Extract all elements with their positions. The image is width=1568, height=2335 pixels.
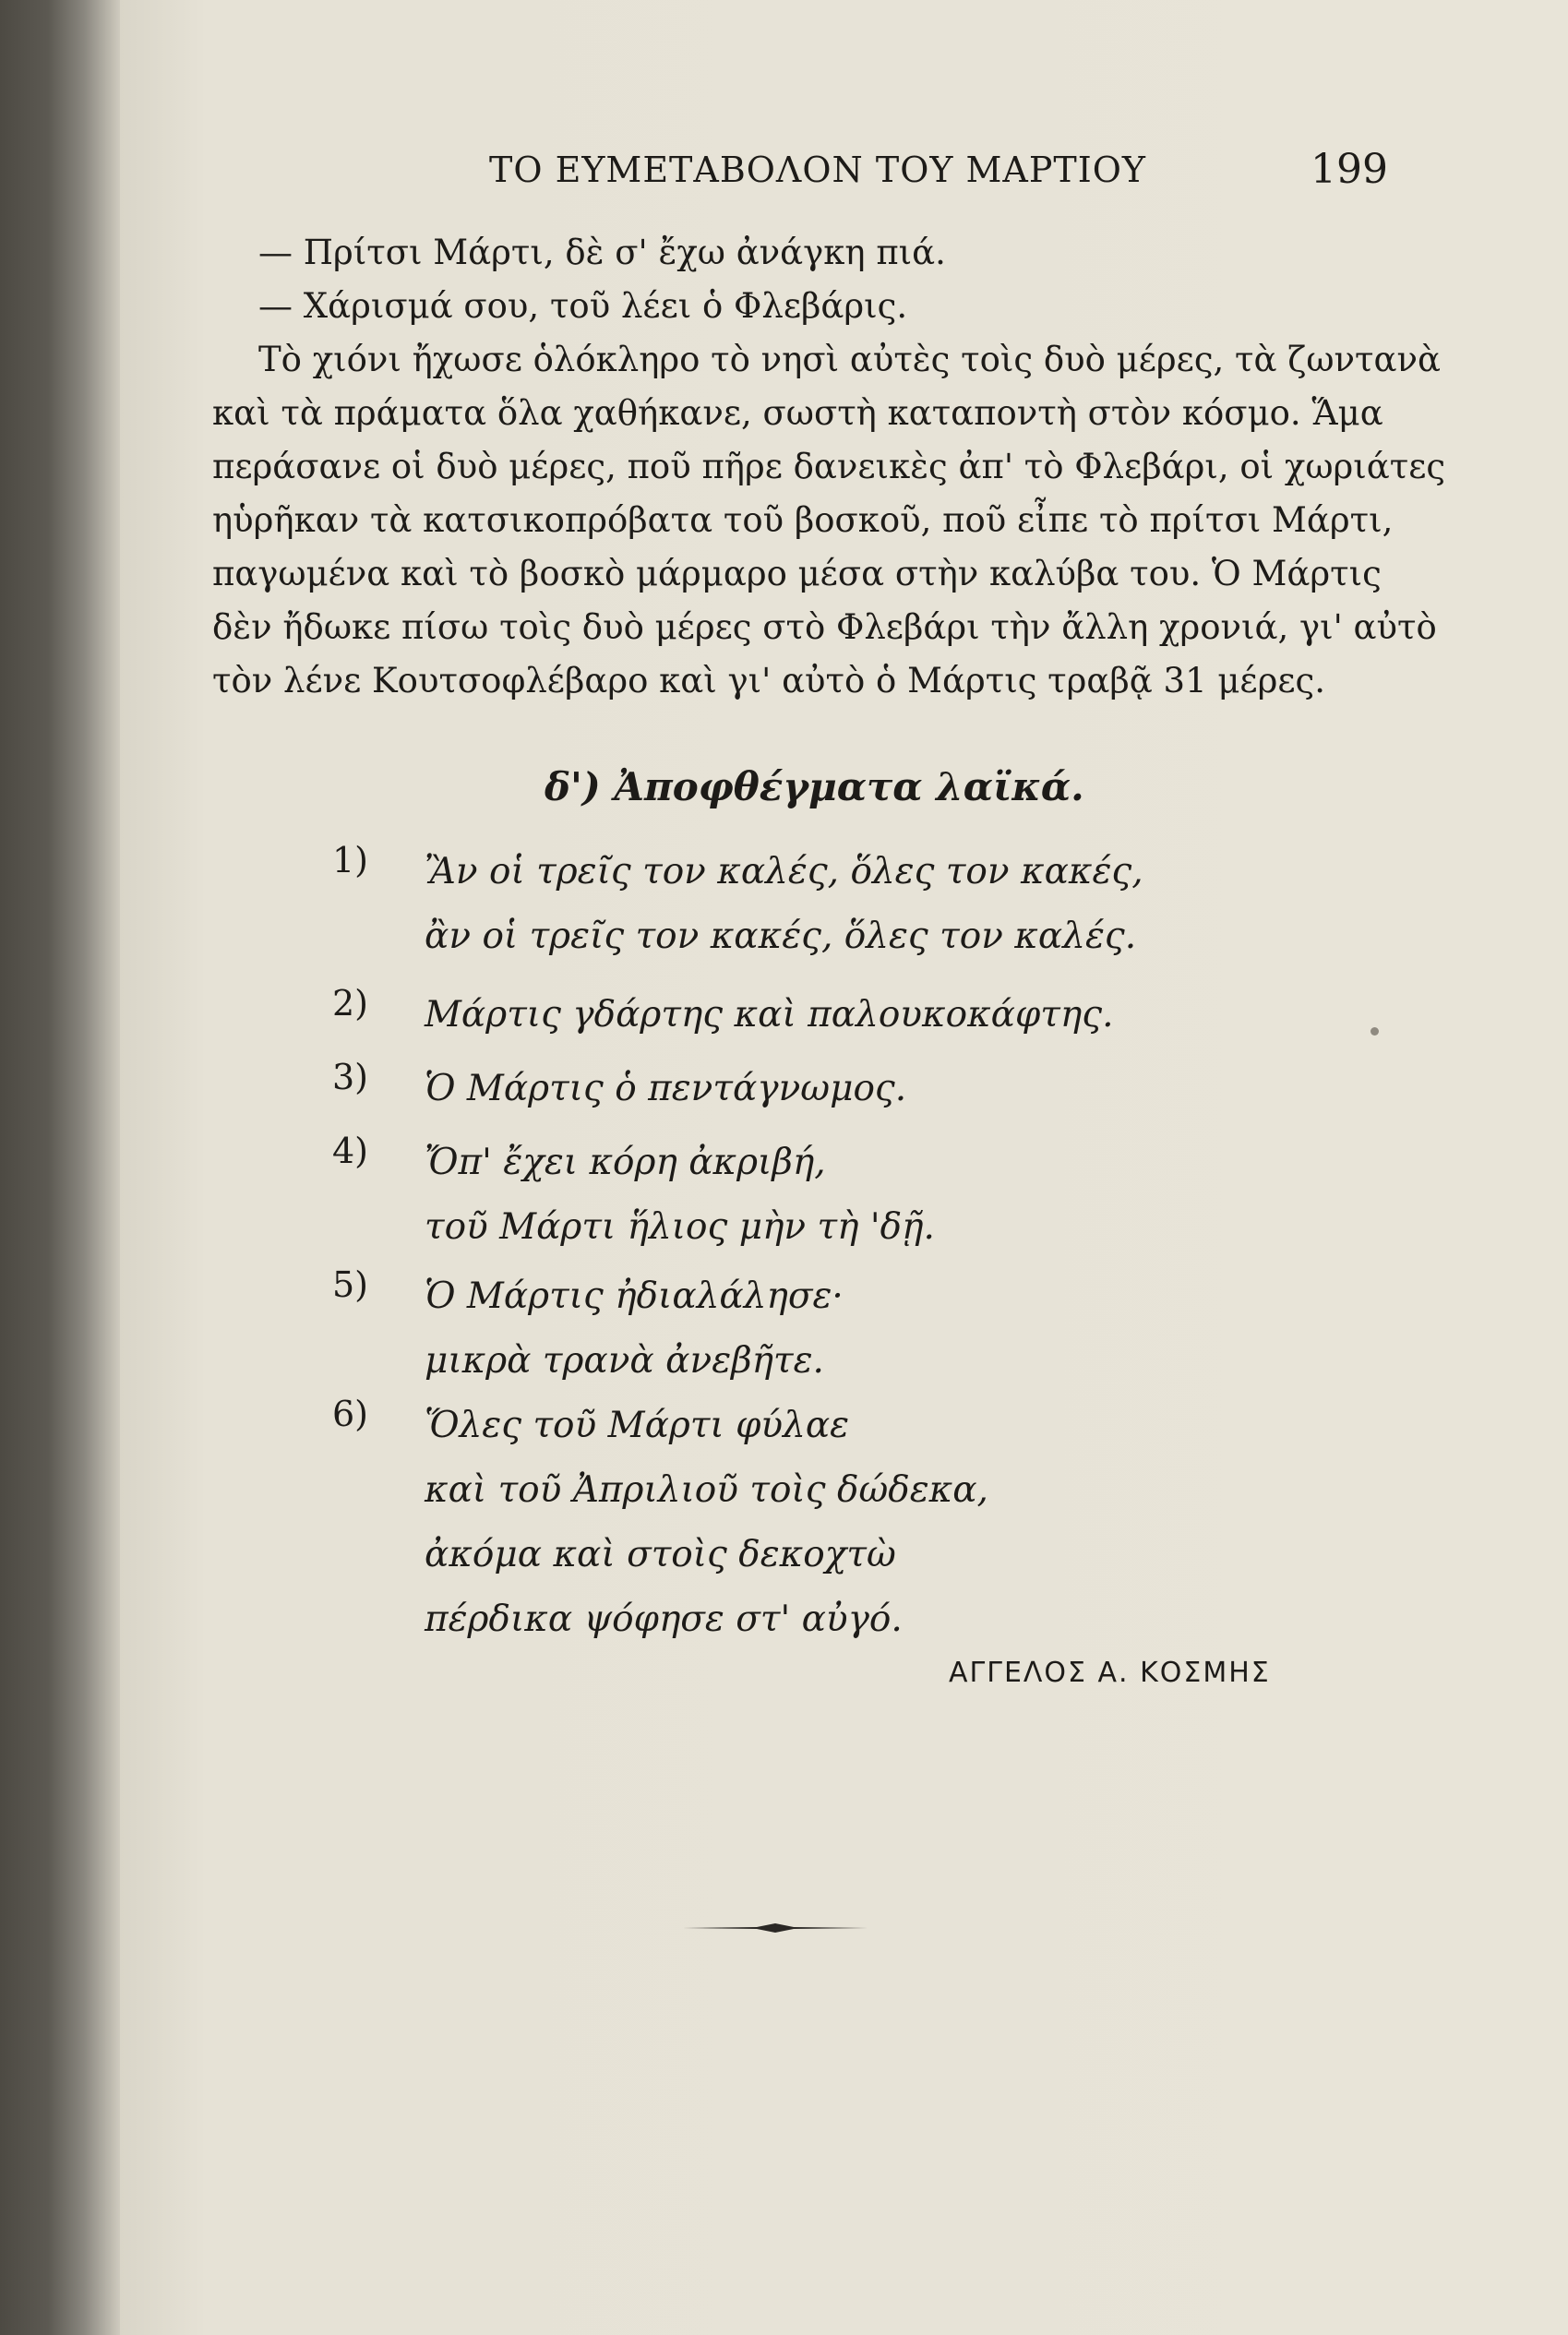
page-header (489, 146, 1388, 205)
saying-line: Ὄπ' ἔχει κόρη ἀκριβή, (425, 1142, 826, 1183)
saying-line: μικρὰ τρανὰ ἀνεβῆτε. (425, 1340, 824, 1382)
book-binding-shadow (0, 0, 120, 2335)
author-signature: ΑΓΓΕΛΟΣ Α. ΚΟΣΜΗΣ (949, 1657, 1271, 1689)
saying-line: Ἂν οἱ τρεῖς τον καλές, ὅλες τον κακές, (425, 851, 1143, 892)
saying-line: ἀκόμα καὶ στοὶς δεκοχτὼ (425, 1534, 896, 1575)
saying-line: καὶ τοῦ Ἀπριλιοῦ τοὶς δώδεκα, (425, 1469, 988, 1511)
prose-line: τὸν λένε Κουτσοφλέβαρο καὶ γι' αὐτὸ ὁ Μάρτις τραβᾷ 31 μέρες. (212, 661, 1325, 700)
saying-line: Ὁ Μάρτις ὁ πεντάγνωμος. (425, 1068, 907, 1109)
saying-line: Ὅλες τοῦ Μάρτι φύλαε (425, 1405, 850, 1446)
page-number: 199 (1311, 146, 1388, 193)
saying-line: πέρδικα ψόφησε στ' αὐγό. (425, 1599, 903, 1640)
saying-number: 6) (332, 1394, 369, 1434)
saying-line: τοῦ Μάρτι ἥλιος μὴν τὴ 'δῇ. (425, 1206, 935, 1248)
section-heading: δ') Ἀποφθέγματα λαϊκά. (545, 764, 1084, 809)
prose-line: περάσανε οἱ δυὸ μέρες, ποῦ πῆρε δανεικὲς ἀπ' τὸ Φλεβάρι, οἱ χωριάτες (212, 447, 1446, 486)
running-title: ΤΟ ΕΥΜΕΤΑΒΟΛΟΝ ΤΟΥ ΜΑΡΤΙΟΥ (489, 150, 1147, 190)
end-ornament-icon (683, 1922, 868, 1934)
saying-number: 2) (332, 983, 369, 1024)
saying-number: 4) (332, 1131, 369, 1171)
saying-number: 3) (332, 1057, 369, 1097)
prose-line: — Πρίτσι Μάρτι, δὲ σ' ἔχω ἀνάγκη πιά. (258, 233, 946, 272)
prose-line: — Χάρισμά σου, τοῦ λέει ὁ Φλεβάρις. (258, 286, 908, 326)
saying-number: 1) (332, 840, 369, 880)
page-speck (1371, 1027, 1379, 1036)
prose-line: καὶ τὰ πράματα ὅλα χαθήκανε, σωστὴ καταποντὴ στὸν κόσμο. Ἅμα (212, 393, 1383, 433)
prose-paragraph (212, 226, 1446, 708)
saying-number: 5) (332, 1264, 369, 1305)
saying-line: ἂν οἱ τρεῖς τον κακές, ὅλες τον καλές. (425, 916, 1137, 957)
prose-line: δὲν ἤδωκε πίσω τοὶς δυὸ μέρες στὸ Φλεβάρι τὴν ἄλλη χρονιά, γι' αὐτὸ (212, 607, 1437, 647)
saying-line: Ὁ Μάρτις ἠδιαλάλησε· (425, 1275, 844, 1317)
prose-line: Τὸ χιόνι ἤχωσε ὁλόκληρο τὸ νησὶ αὐτὲς τοὶς δυὸ μέρες, τὰ ζωντανὰ (258, 340, 1441, 379)
prose-line: ηὑρῆκαν τὰ κατσικοπρόβατα τοῦ βοσκοῦ, ποῦ εἶπε τὸ πρίτσι Μάρτι, (212, 500, 1394, 540)
prose-line: παγωμένα καὶ τὸ βοσκὸ μάρμαρο μέσα στὴν καλύβα του. Ὁ Μάρτις (212, 554, 1382, 593)
saying-line: Μάρτις γδάρτης καὶ παλουκοκάφτης. (425, 994, 1114, 1036)
